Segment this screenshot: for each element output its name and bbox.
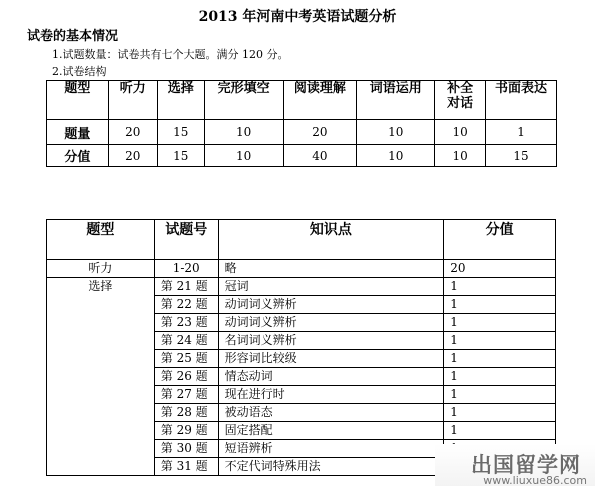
structure-header-cell: 听力 <box>108 81 157 120</box>
knowledge-header-cell: 试题号 <box>154 220 218 260</box>
structure-table <box>46 80 557 167</box>
structure-header-cell: 词语运用 <box>357 81 435 120</box>
structure-row <box>47 145 557 167</box>
knowledge-header-cell: 分值 <box>444 220 556 260</box>
knowledge-point: 被动语态 <box>218 404 444 422</box>
structure-header-cell: 阅读理解 <box>283 81 357 120</box>
choice-type: 选择 <box>47 278 155 476</box>
structure-cell: 10 <box>435 120 486 145</box>
knowledge-point: 形容词比较级 <box>218 350 444 368</box>
question-number: 第 21 题 <box>154 278 218 296</box>
knowledge-point: 现在进行时 <box>218 386 444 404</box>
structure-cell: 10 <box>435 145 486 167</box>
structure-cell: 20 <box>108 120 157 145</box>
listening-score: 20 <box>444 260 556 278</box>
structure-header-cell: 补全 对话 <box>435 81 486 120</box>
structure-cell: 15 <box>157 120 204 145</box>
question-number: 第 25 题 <box>154 350 218 368</box>
structure-cell: 20 <box>283 120 357 145</box>
structure-cell: 20 <box>108 145 157 167</box>
knowledge-point: 动词词义辨析 <box>218 296 444 314</box>
structure-cell: 10 <box>204 120 283 145</box>
question-count-line: 1.试题数量：试卷共有七个大题。满分 120 分。 <box>52 48 289 61</box>
structure-header-cell: 完形填空 <box>204 81 283 120</box>
structure-cell: 10 <box>204 145 283 167</box>
section-heading: 试卷的基本情况 <box>27 29 119 44</box>
structure-cell: 1 <box>486 120 557 145</box>
knowledge-header-cell: 知识点 <box>218 220 444 260</box>
knowledge-point: 不定代词特殊用法 <box>218 458 444 476</box>
knowledge-point: 名词词义辨析 <box>218 332 444 350</box>
knowledge-header-cell: 题型 <box>47 220 155 260</box>
structure-header-cell: 书面表达 <box>486 81 557 120</box>
knowledge-point: 动词词义辨析 <box>218 314 444 332</box>
document-title: 2013 年河南中考英语试题分析 <box>198 9 397 25</box>
listening-type: 听力 <box>47 260 155 278</box>
listening-point: 略 <box>218 260 444 278</box>
structure-cell: 15 <box>486 145 557 167</box>
table-row <box>47 278 556 296</box>
structure-cell: 10 <box>357 145 435 167</box>
question-score: 1 <box>444 368 556 386</box>
structure-row-label: 分值 <box>47 145 109 167</box>
question-score: 1 <box>444 332 556 350</box>
question-number: 第 24 题 <box>154 332 218 350</box>
listening-row <box>47 260 556 278</box>
question-number: 第 29 题 <box>154 422 218 440</box>
question-score: 1 <box>444 278 556 296</box>
watermark-url: www.liuxue86.com <box>483 474 587 487</box>
question-number: 第 22 题 <box>154 296 218 314</box>
question-number: 第 23 题 <box>154 314 218 332</box>
knowledge-table <box>46 219 556 476</box>
knowledge-point: 情态动词 <box>218 368 444 386</box>
question-number: 第 31 题 <box>154 458 218 476</box>
knowledge-point: 固定搭配 <box>218 422 444 440</box>
question-score: 1 <box>444 404 556 422</box>
structure-cell: 40 <box>283 145 357 167</box>
structure-cell: 15 <box>157 145 204 167</box>
question-number: 第 26 题 <box>154 368 218 386</box>
knowledge-point: 冠词 <box>218 278 444 296</box>
structure-cell: 10 <box>357 120 435 145</box>
question-number: 第 30 题 <box>154 440 218 458</box>
question-score: 1 <box>444 422 556 440</box>
structure-row-label: 题量 <box>47 120 109 145</box>
watermark-logo-text: 出国留学网 <box>471 453 581 477</box>
structure-line: 2.试卷结构 <box>52 65 107 78</box>
structure-header-row <box>47 81 557 120</box>
question-score: 1 <box>444 386 556 404</box>
structure-row <box>47 120 557 145</box>
knowledge-point: 短语辨析 <box>218 440 444 458</box>
knowledge-header-row <box>47 220 556 260</box>
listening-number: 1-20 <box>154 260 218 278</box>
structure-header-cell: 选择 <box>157 81 204 120</box>
question-score: 1 <box>444 350 556 368</box>
question-score: 1 <box>444 314 556 332</box>
question-number: 第 27 题 <box>154 386 218 404</box>
structure-header-cell: 题型 <box>47 81 109 120</box>
question-score: 1 <box>444 296 556 314</box>
question-number: 第 28 题 <box>154 404 218 422</box>
